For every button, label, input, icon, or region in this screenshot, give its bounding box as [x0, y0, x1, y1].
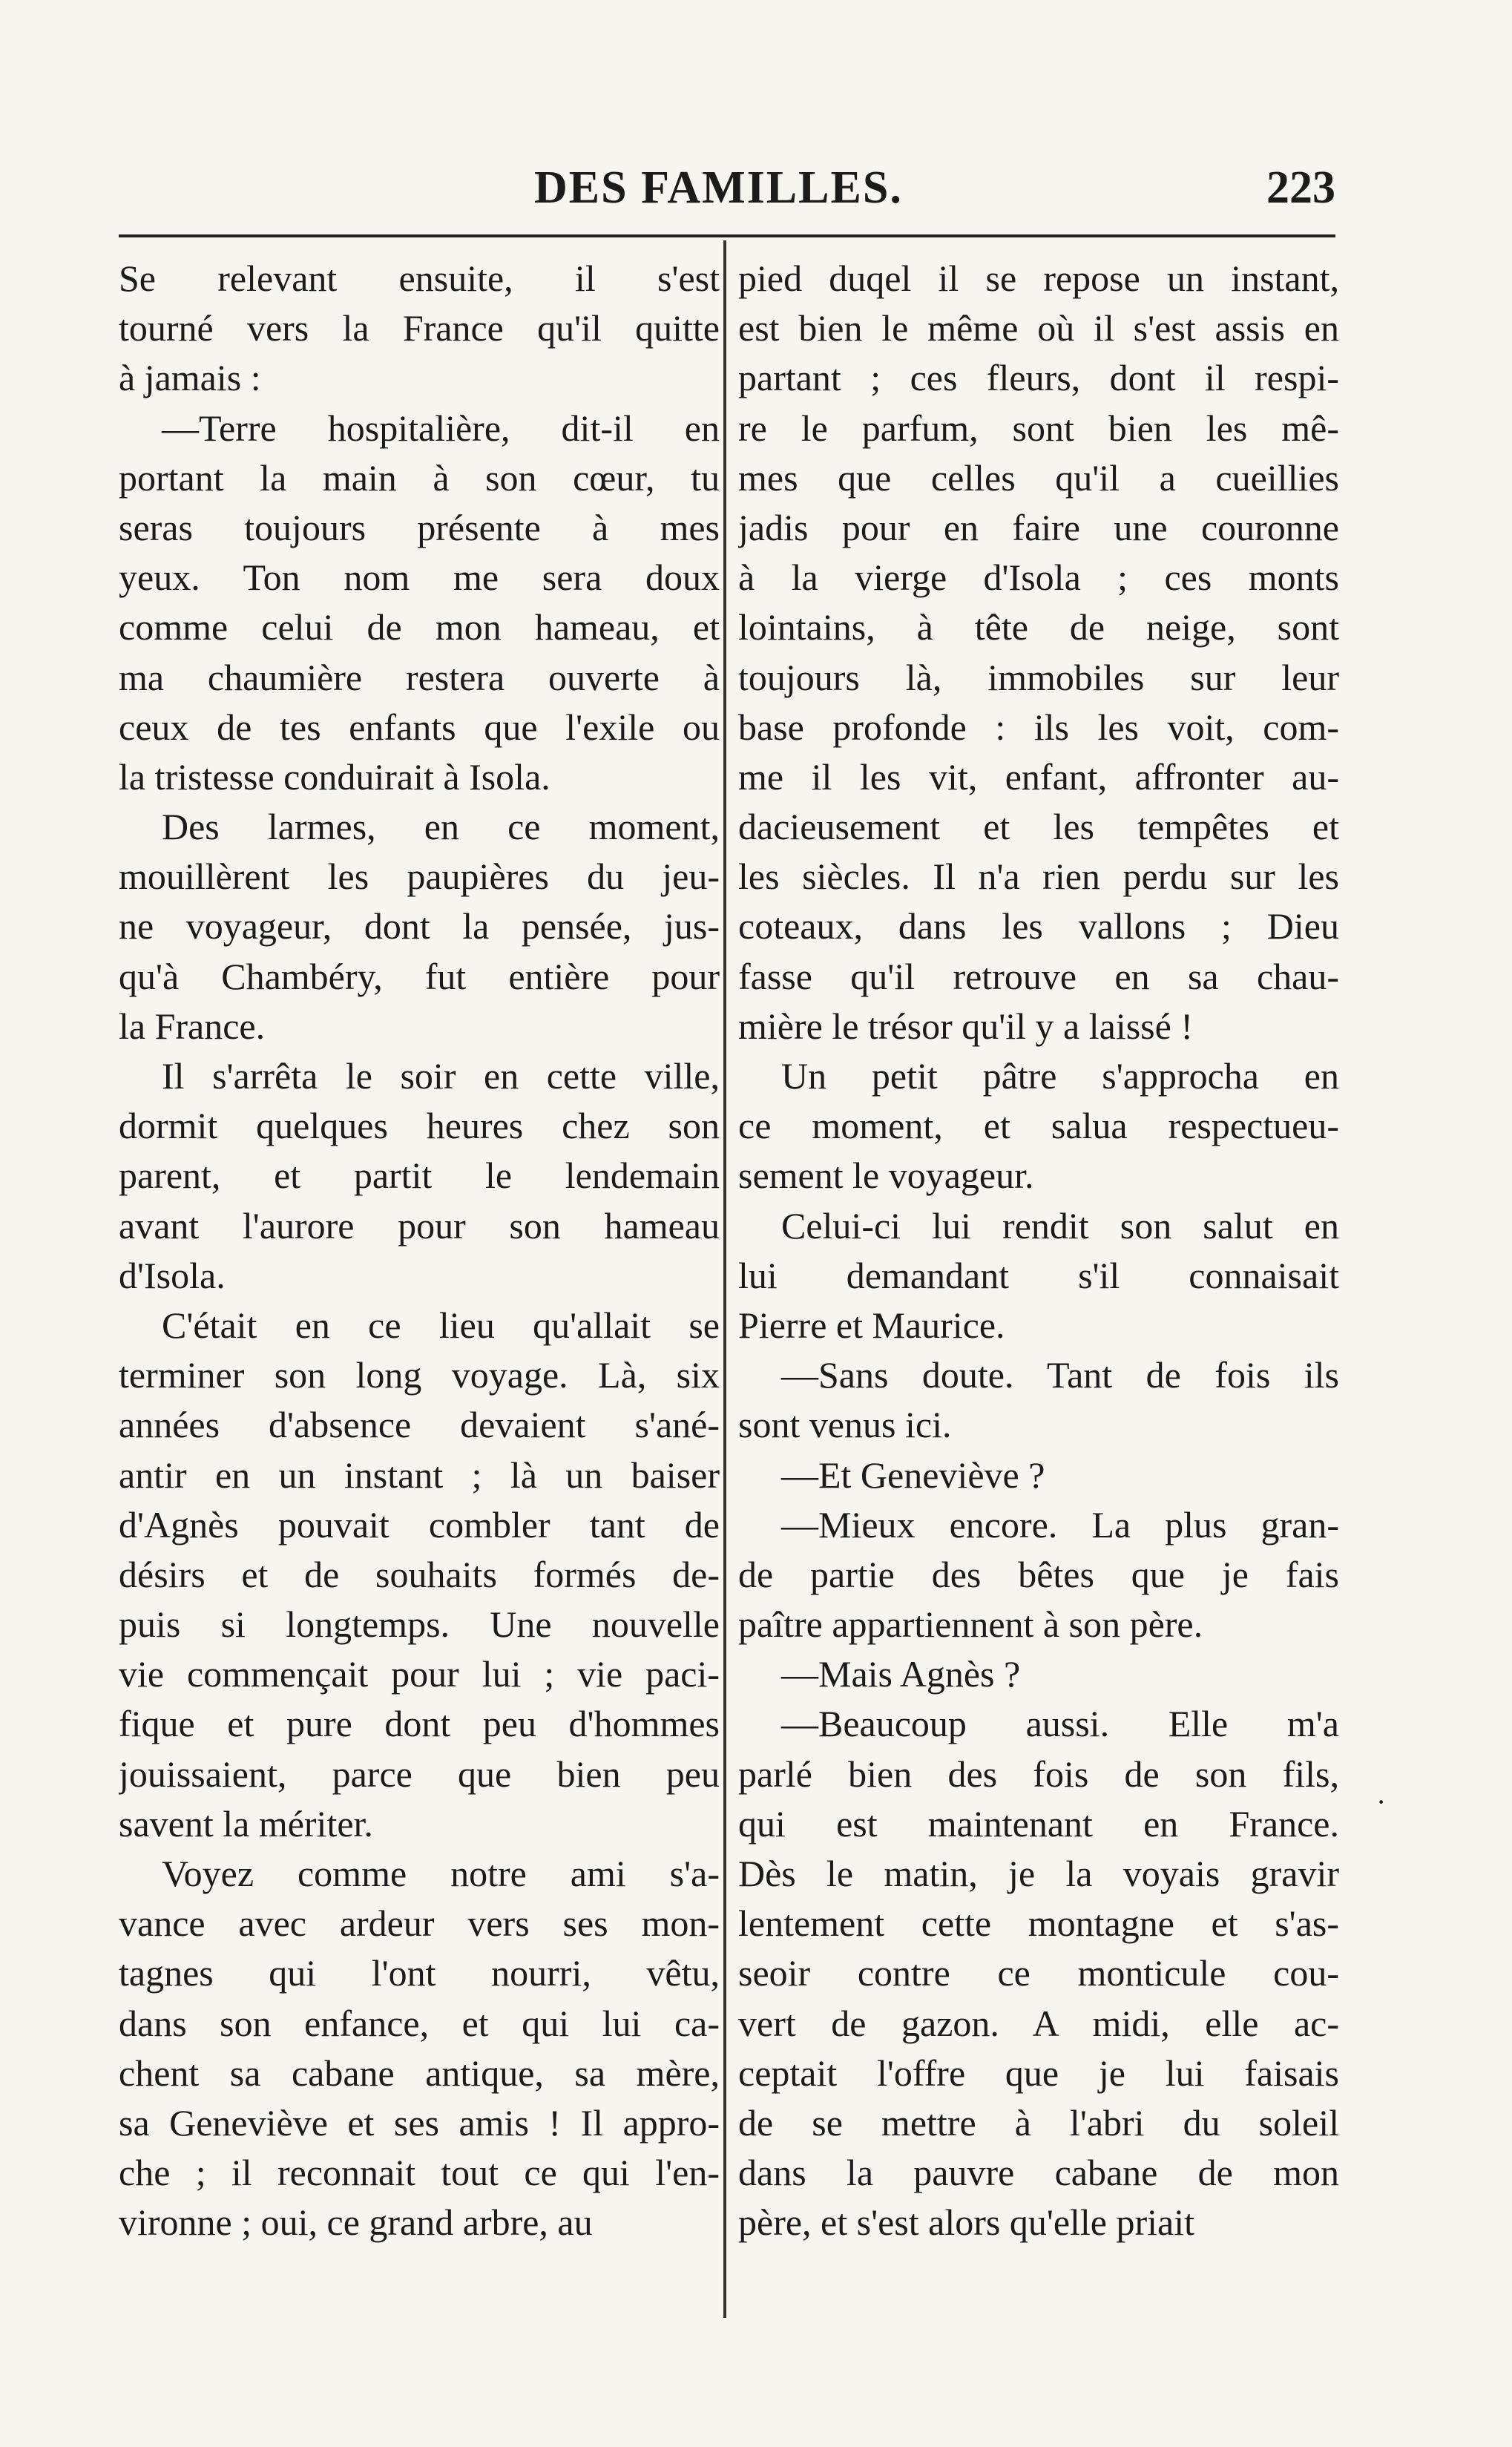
text-line: —Mieux encore. La plus gran-: [781, 1503, 1339, 1546]
text-line: lointains, à tête de neige, sont: [738, 606, 1339, 648]
text-line: Se relevant ensuite, il s'est: [119, 257, 720, 299]
text-line: me il les vit, enfant, affronter au-: [738, 755, 1339, 798]
text-line: chent sa cabane antique, sa mère,: [119, 2052, 720, 2094]
left-column: [119, 254, 720, 2248]
text-line: dans la pauvre cabane de mon: [738, 2152, 1339, 2194]
text-line: désirs et de souhaits formés de-: [119, 1553, 720, 1595]
text-line: paître appartiennent à son père.: [738, 1603, 1203, 1646]
text-line: Il s'arrêta le soir en cette ville,: [162, 1055, 720, 1097]
text-line: les siècles. Il n'a rien perdu sur les: [738, 855, 1339, 898]
text-line: à la vierge d'Isola ; ces monts: [738, 556, 1339, 599]
text-line: —Beaucoup aussi. Elle m'a: [781, 1703, 1339, 1745]
text-line: ne voyageur, dont la pensée, jus-: [119, 905, 720, 947]
text-line: vance avec ardeur vers ses mon-: [119, 1902, 720, 1945]
text-line: —Mais Agnès ?: [781, 1653, 1021, 1695]
text-line: ce moment, et salua respectueu-: [738, 1105, 1339, 1147]
text-line: vironne ; oui, ce grand arbre, au: [119, 2201, 593, 2244]
text-line: est bien le même où il s'est assis en: [738, 307, 1339, 349]
text-line: d'Isola.: [119, 1254, 226, 1296]
text-line: Dès le matin, je la voyais gravir: [738, 1853, 1339, 1894]
text-line: antir en un instant ; là un baiser: [119, 1454, 720, 1496]
text-line: d'Agnès pouvait combler tant de: [119, 1503, 720, 1546]
text-line: vert de gazon. A midi, elle ac-: [738, 2002, 1339, 2044]
right-column: [738, 254, 1339, 2248]
text-line: dacieusement et les tempêtes et: [738, 806, 1339, 848]
text-line: Pierre et Maurice.: [738, 1304, 1005, 1346]
text-line: jouissaient, parce que bien peu: [119, 1753, 720, 1795]
text-line: sement le voyageur.: [738, 1154, 1034, 1197]
text-line: tourné vers la France qu'il quitte: [119, 307, 720, 349]
text-line: années d'absence devaient s'ané-: [119, 1404, 720, 1446]
text-line: fique et pure dont peu d'hommes: [119, 1703, 720, 1745]
text-line: lui demandant s'il connaisait: [738, 1254, 1339, 1296]
text-line: sont venus ici.: [738, 1404, 952, 1446]
text-line: —Sans doute. Tant de fois ils: [781, 1354, 1339, 1396]
text-line: Voyez comme notre ami s'a-: [162, 1853, 720, 1894]
text-line: comme celui de mon hameau, et: [119, 606, 720, 648]
text-line: sa Geneviève et ses amis ! Il appro-: [119, 2101, 720, 2144]
text-line: —Terre hospitalière, dit-il en: [162, 407, 720, 449]
text-line: avant l'aurore pour son hameau: [119, 1204, 720, 1247]
text-line: seras toujours présente à mes: [119, 506, 720, 548]
column-divider: [723, 240, 726, 2318]
text-line: seoir contre ce monticule cou-: [738, 1952, 1339, 1994]
header-rule: [119, 234, 1335, 237]
text-line: à jamais :: [119, 357, 261, 399]
text-line: père, et s'est alors qu'elle priait: [738, 2201, 1195, 2244]
text-line: Un petit pâtre s'approcha en: [781, 1055, 1339, 1097]
text-line: base profonde : ils les voit, com-: [738, 706, 1339, 748]
text-line: ceptait l'offre que je lui faisais: [738, 2052, 1339, 2094]
text-line: toujours là, immobiles sur leur: [738, 656, 1339, 698]
text-line: Celui-ci lui rendit son salut en: [781, 1204, 1339, 1247]
text-line: jadis pour en faire une couronne: [738, 506, 1339, 548]
text-line: yeux. Ton nom me sera doux: [119, 556, 720, 599]
text-line: che ; il reconnait tout ce qui l'en-: [119, 2152, 720, 2194]
text-line: dans son enfance, et qui lui ca-: [119, 2002, 720, 2044]
text-line: mes que celles qu'il a cueillies: [738, 456, 1339, 499]
text-line: lentement cette montagne et s'as-: [738, 1902, 1339, 1945]
text-line: vie commençait pour lui ; vie paci-: [119, 1653, 720, 1695]
text-line: Des larmes, en ce moment,: [162, 806, 720, 848]
page-header: [119, 162, 1335, 221]
text-line: mière le trésor qu'il y a laissé !: [738, 1005, 1193, 1047]
text-line: —Et Geneviève ?: [781, 1454, 1045, 1496]
text-line: dormit quelques heures chez son: [119, 1105, 720, 1147]
text-line: partant ; ces fleurs, dont il respi-: [738, 357, 1339, 399]
text-line: qu'à Chambéry, fut entière pour: [119, 955, 720, 997]
margin-dot: ·: [1376, 1785, 1387, 1819]
text-line: coteaux, dans les vallons ; Dieu: [738, 905, 1339, 947]
text-line: ceux de tes enfants que l'exile ou: [119, 706, 720, 748]
text-line: C'était en ce lieu qu'allait se: [162, 1304, 720, 1346]
text-line: ma chaumière restera ouverte à: [119, 656, 720, 698]
text-line: de se mettre à l'abri du soleil: [738, 2101, 1339, 2144]
text-line: pied duqel il se repose un instant,: [738, 257, 1339, 299]
text-line: terminer son long voyage. Là, six: [119, 1354, 720, 1396]
text-line: portant la main à son cœur, tu: [119, 456, 720, 499]
running-title: DES FAMILLES.: [534, 162, 903, 213]
text-line: savent la mériter.: [119, 1802, 373, 1845]
text-line: la tristesse conduirait à Isola.: [119, 755, 550, 798]
text-line: parlé bien des fois de son fils,: [738, 1753, 1339, 1795]
text-line: fasse qu'il retrouve en sa chau-: [738, 955, 1339, 997]
text-line: qui est maintenant en France.: [738, 1802, 1339, 1845]
text-line: de partie des bêtes que je fais: [738, 1553, 1339, 1595]
page-number: 223: [1266, 162, 1335, 213]
text-line: re le parfum, sont bien les mê-: [738, 407, 1339, 449]
text-line: mouillèrent les paupières du jeu-: [119, 855, 720, 898]
text-line: puis si longtemps. Une nouvelle: [119, 1603, 720, 1646]
text-line: la France.: [119, 1005, 266, 1047]
text-line: tagnes qui l'ont nourri, vêtu,: [119, 1952, 720, 1994]
text-line: parent, et partit le lendemain: [119, 1154, 720, 1197]
